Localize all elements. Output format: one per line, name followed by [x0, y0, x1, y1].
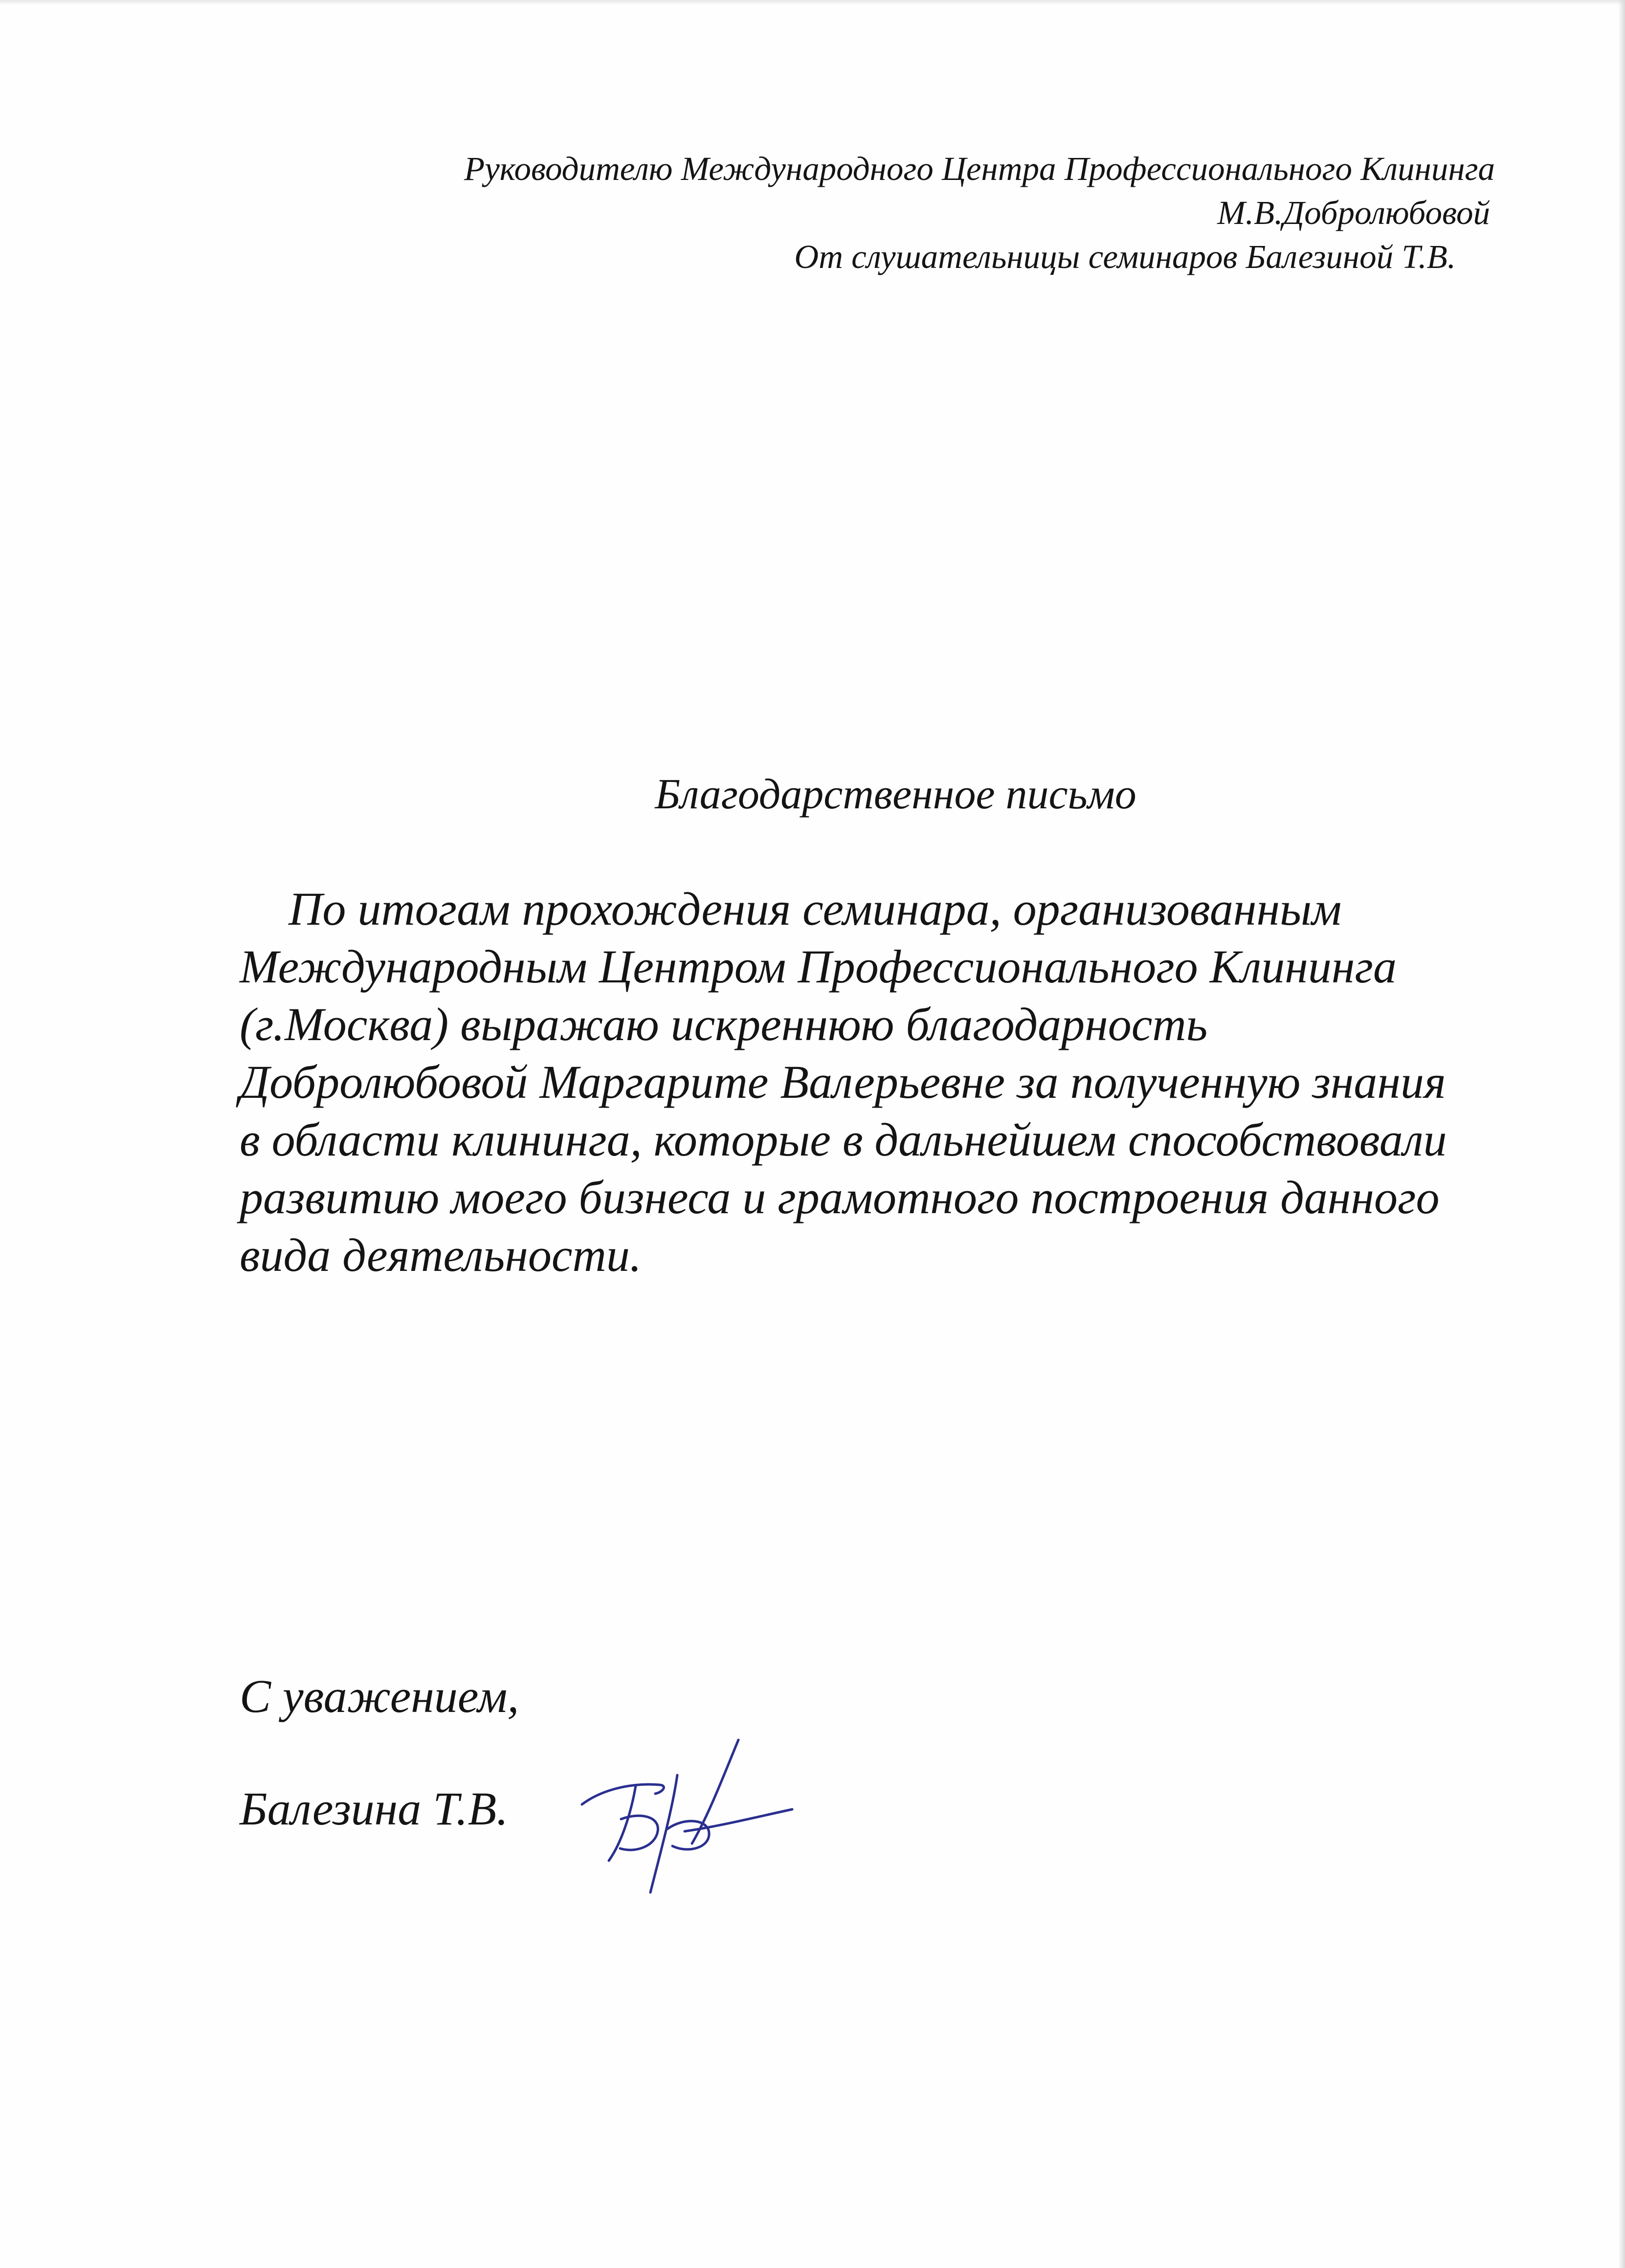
body-line: По итогам прохождения семинара, организованным — [289, 883, 1342, 935]
body-line: Добролюбовой Маргарите Валерьевне за полученную знания — [240, 1056, 1446, 1108]
scan-edge-right — [1618, 0, 1625, 2268]
body-line: Международным Центром Профессионального Клининга — [240, 940, 1397, 993]
body-line: в области клининга, которые в дальнейшем способствовали — [240, 1113, 1447, 1166]
signer-name: Балезина Т.В. — [240, 1782, 509, 1835]
body-line: вида деятельности. — [240, 1229, 642, 1281]
addressee-block — [175, 147, 1495, 279]
addressee-line: Руководителю Международного Центра Профессионального Клининга — [464, 150, 1495, 187]
closing-phrase: С уважением, — [240, 1670, 519, 1722]
body-line: развитию моего бизнеса и грамотного построения данного — [240, 1171, 1440, 1223]
scan-edge-top — [0, 0, 1625, 5]
letter-body — [240, 880, 1521, 1284]
body-line: (г.Москва) выражаю искреннюю благодарность — [240, 998, 1208, 1050]
sender-line: От слушательницы семинаров Балезиной Т.В. — [794, 238, 1456, 275]
letter-title: Благодарственное письмо — [655, 771, 1136, 818]
handwritten-signature — [562, 1731, 817, 1907]
addressee-name: М.В.Добролюбовой — [1217, 194, 1490, 231]
